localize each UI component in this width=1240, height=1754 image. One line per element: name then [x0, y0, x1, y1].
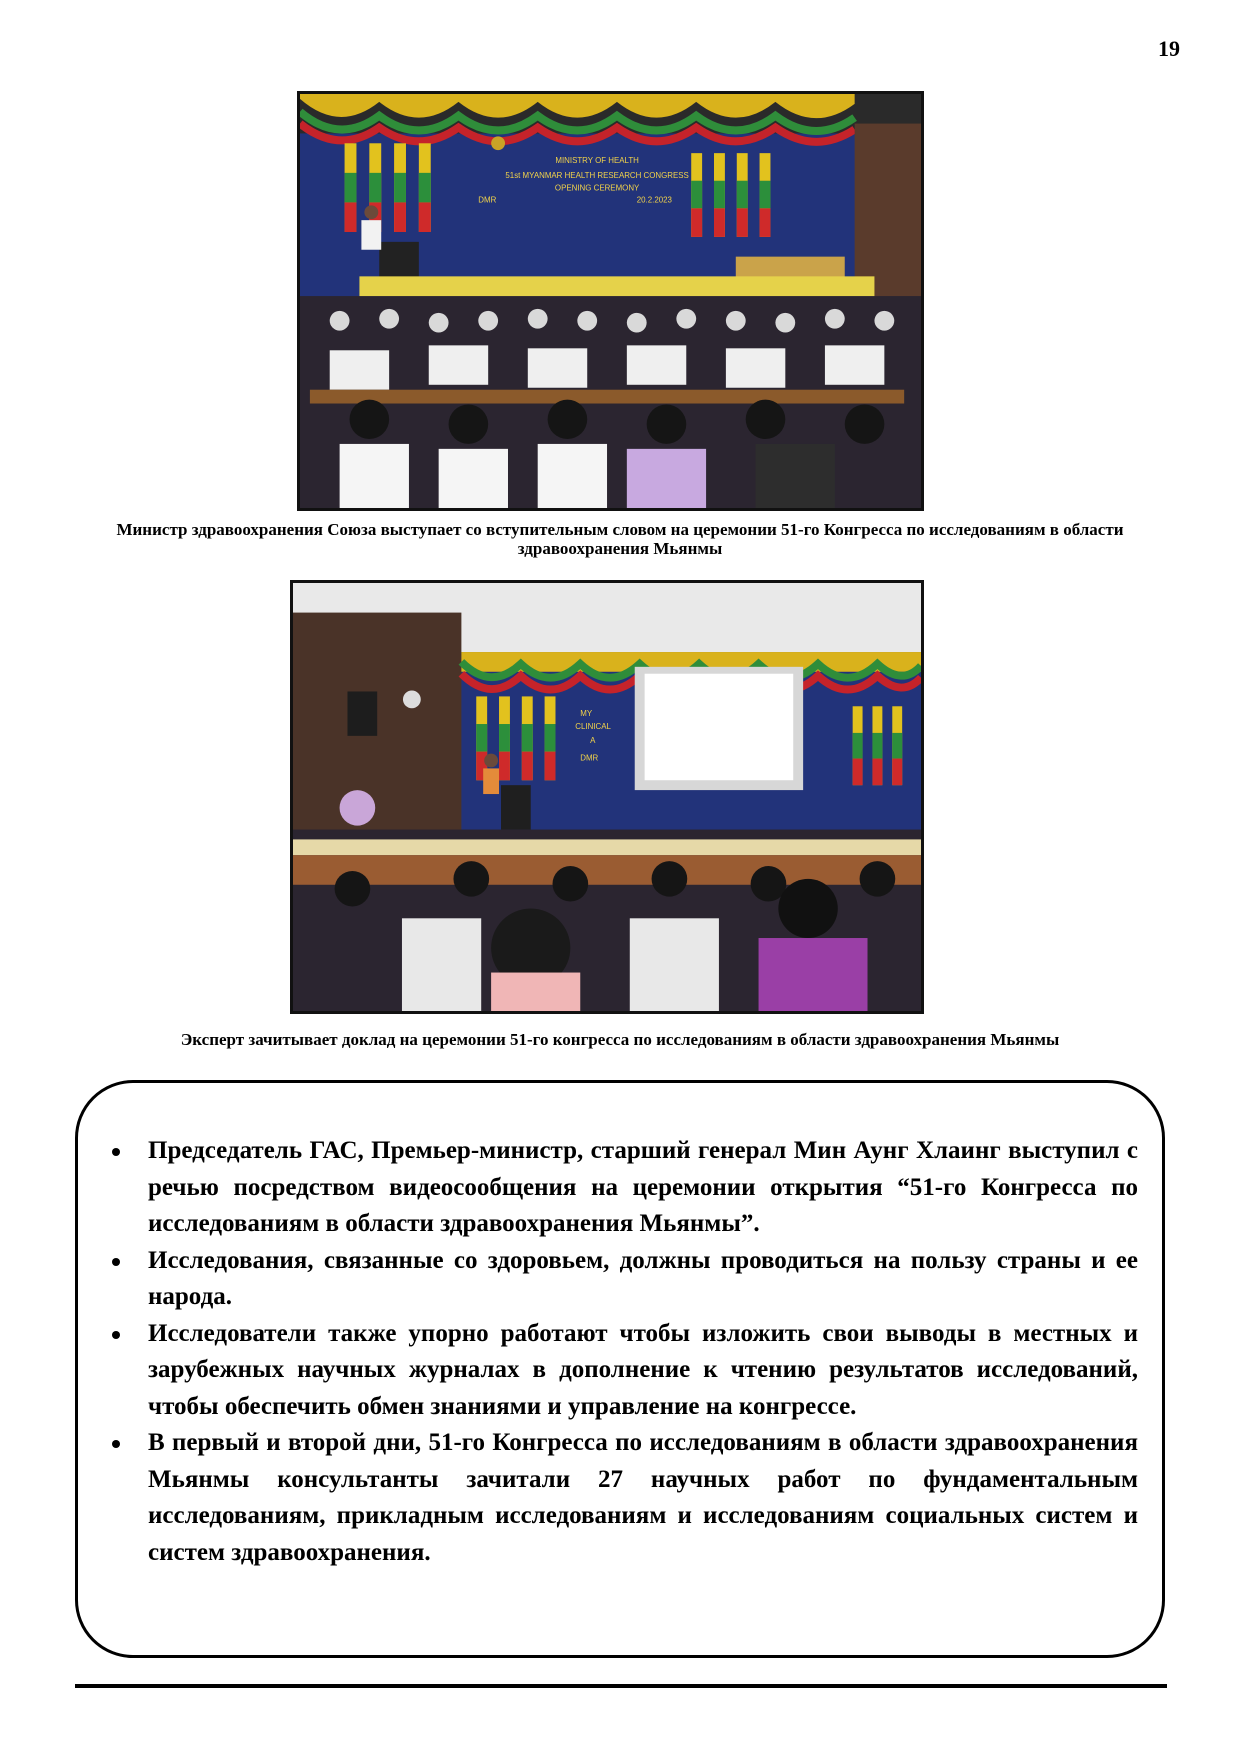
banner2-line-3: A: [590, 735, 596, 745]
conference-photo-opening: [297, 91, 924, 511]
summary-box: [75, 1080, 1165, 1658]
banner-line-1: MINISTRY OF HEALTH: [555, 156, 639, 165]
summary-bullet: [148, 1316, 1138, 1426]
summary-bullet-list: [148, 1133, 1138, 1571]
banner2-line-1: MY: [580, 709, 593, 719]
banner2-line-2: CLINICAL: [575, 721, 611, 731]
summary-bullet: [148, 1133, 1138, 1243]
photo-caption-1: Министр здравоохранения Союза выступает со вступительным словом на церемонии 51-го Конгресса по исследованиям в области здравоохранения Мьянмы: [116, 520, 1124, 558]
banner2-dmr: DMR: [580, 753, 599, 763]
banner-date: 20.2.2023: [636, 195, 672, 205]
bottom-divider: [75, 1684, 1167, 1688]
bullet-dot-icon: [112, 1148, 120, 1156]
summary-bullet: [148, 1243, 1138, 1316]
photo-caption-2: Эксперт зачитывает доклад на церемонии 51-го конгресса по исследованиям в области здравоохранения Мьянмы: [180, 1030, 1060, 1049]
bullet-dot-icon: [112, 1258, 120, 1266]
banner-dmr: DMR: [478, 195, 497, 205]
summary-bullet-text: Председатель ГАС, Премьер-министр, старший генерал Мин Аунг Хлаинг выступил с речью посредством видеосообщения на церемонии открытия “51-го Конгресса по исследованиям в области здравоохранения Мьянмы”.: [148, 1137, 1138, 1237]
page-number: 19: [1158, 36, 1180, 61]
summary-bullet-text: В первый и второй дни, 51-го Конгресса по исследованиям в области здравоохранения Мьянмы консультанты зачитали 27 научных работ по фундаментальным исследованиям, прикладным исследованиям и исследованиям социальных систем и систем здравоохранения.: [148, 1429, 1138, 1566]
banner-line-3: OPENING CEREMONY: [554, 183, 640, 193]
summary-bullet: [148, 1425, 1138, 1571]
banner-line-2: 51st MYANMAR HEALTH RESEARCH CONGRESS: [505, 170, 689, 180]
bullet-dot-icon: [112, 1331, 120, 1339]
conference-photo-presentation: [290, 580, 924, 1014]
summary-bullet-text: Исследования, связанные со здоровьем, должны проводиться на пользу страны и ее народа.: [148, 1246, 1138, 1310]
summary-bullet-text: Исследователи также упорно работают чтобы изложить свои выводы в местных и зарубежных научных журналах в дополнение к чтению результатов исследований, чтобы обеспечить обмен знаниями и управление на конгрессе.: [148, 1319, 1138, 1420]
bullet-dot-icon: [112, 1440, 120, 1448]
